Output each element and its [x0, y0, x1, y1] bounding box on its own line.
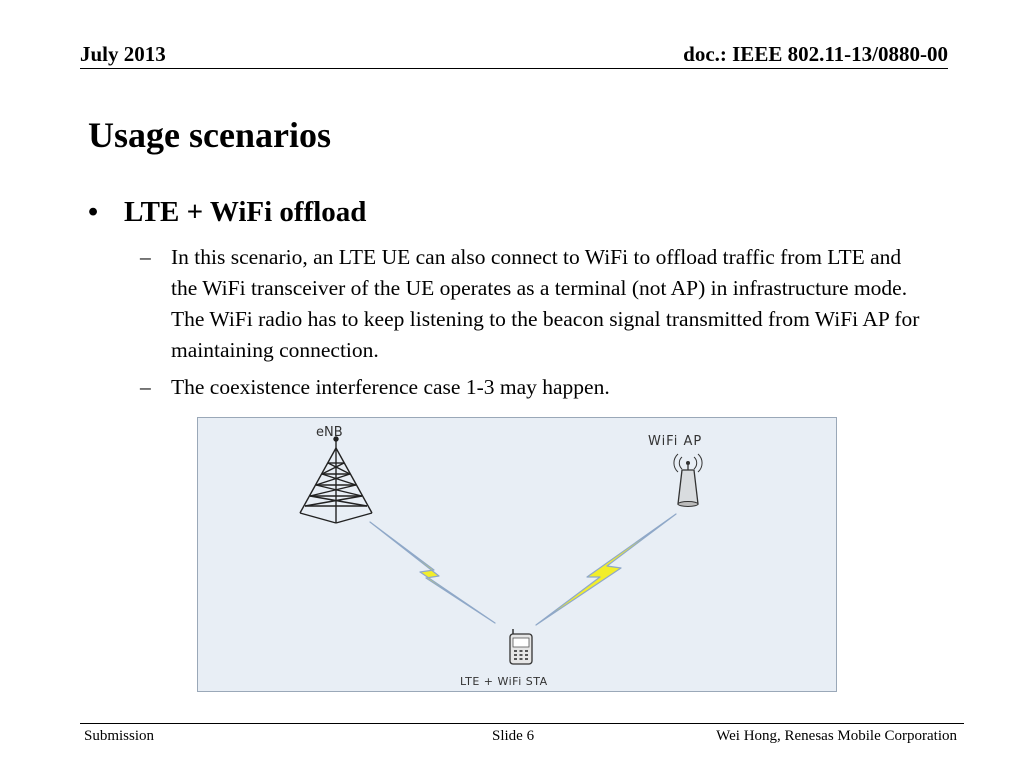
header-rule [80, 68, 948, 69]
header-date: July 2013 [80, 42, 166, 66]
subpoint-text: In this scenario, an LTE UE can also connect to WiFi to offload traffic from LTE and the WiFi transceiver of the UE operates as a terminal (not AP) in infrastructure mode. The WiFi radio has to keep listening to the beacon signal transmitted from WiFi AP for maintaining connection. [171, 245, 920, 362]
wifi-ap-label: WiFi AP [648, 434, 703, 449]
footer-submission: Submission [84, 728, 155, 744]
enb-label: eNB [316, 425, 343, 440]
sta-label: LTE + WiFi STA [460, 675, 548, 688]
bullet-marker: • [88, 196, 99, 228]
footer-rule [80, 723, 964, 724]
subpoint-marker: – [140, 245, 151, 269]
header-doc-id: doc.: IEEE 802.11-13/0880-00 [683, 42, 948, 66]
subpoint-marker: – [140, 375, 151, 399]
subpoint-text: The coexistence interference case 1-3 may happen. [171, 375, 610, 399]
bullet-text: LTE + WiFi offload [124, 196, 367, 228]
enb-tower-icon [300, 437, 372, 523]
wifi-ap-icon [674, 454, 702, 507]
footer-slide-number: Slide 6 [492, 728, 535, 744]
wifi-link-bolt [536, 514, 676, 625]
subpoint-1 [140, 242, 920, 366]
lte-link-bolt [370, 522, 495, 623]
subpoint-2 [140, 372, 920, 403]
bullet-item [88, 196, 366, 229]
slide-title: Usage scenarios [88, 115, 331, 155]
scenario-diagram [197, 417, 837, 692]
phone-icon [510, 629, 532, 664]
footer-author: Wei Hong, Renesas Mobile Corporation [716, 728, 957, 744]
